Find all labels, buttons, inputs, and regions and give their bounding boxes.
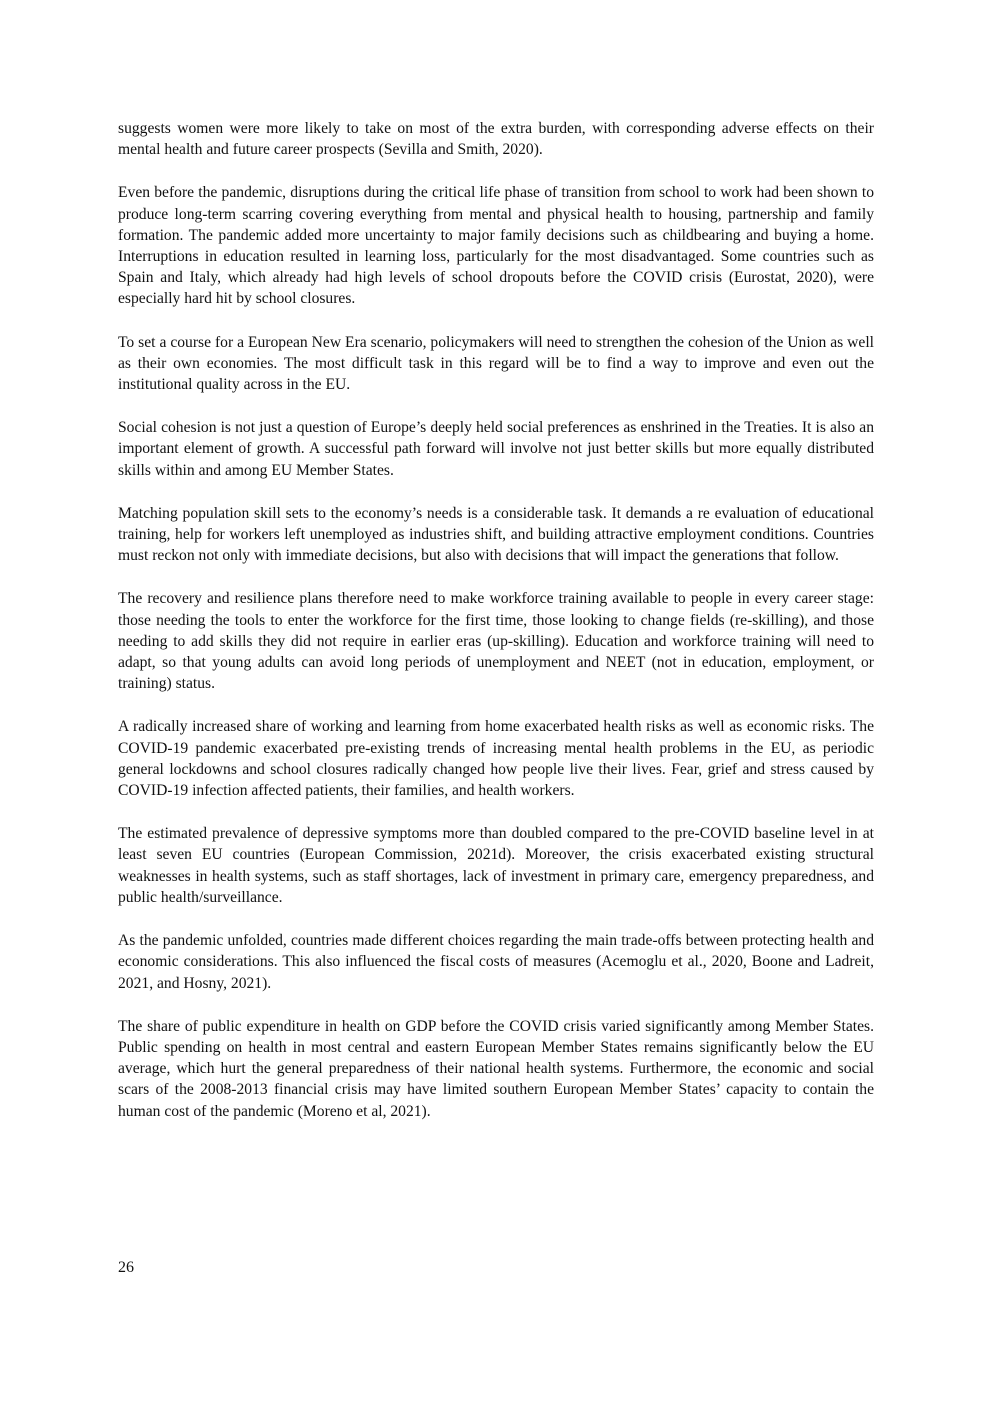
- paragraph-home-working-risks: A radically increased share of working and learning from home exacerbated health risks as well as economic risks. The COVID-19 pandemic exacerbated pre-existing trends of increasing mental health problems in the EU, as periodic general lockdowns and school closures radically changed how people live their lives. Fear, grief and stress caused by COVID-19 infection affected patients, their families, and health workers.: [118, 718, 874, 800]
- paragraph-social-cohesion: Social cohesion is not just a question of Europe’s deeply held social preferences as enshrined in the Treaties. It is also an important element of growth. A successful path forward will involve not just better skills but more equally distributed skills within and among EU Member States.: [118, 419, 874, 479]
- paragraph-continuation: suggests women were more likely to take on most of the extra burden, with corresponding adverse effects on their mental health and future career prospects (Sevilla and Smith, 2020).: [118, 120, 874, 159]
- paragraph-school-to-work: Even before the pandemic, disruptions during the critical life phase of transition from school to work had been shown to produce long-term scarring covering everything from mental and physical health to housing, partnership and family formation. The pandemic added more uncertainty to major family decisions such as childbearing and buying a home. Interruptions in education resulted in learning loss, particularly for the most disadvantaged. Some countries such as Spain and Italy, which already had high levels of school dropouts before the COVID crisis (Eurostat, 2020), were especially hard hit by school closures.: [118, 184, 874, 308]
- paragraph-trade-offs: As the pandemic unfolded, countries made different choices regarding the main trade-offs between protecting health and economic considerations. This also influenced the fiscal costs of measures (Acemoglu et al., 2020, Boone and Ladreit, 2021, and Hosny, 2021).: [118, 932, 874, 992]
- paragraph-recovery-plans: The recovery and resilience plans therefore need to make workforce training available to people in every career stage: those needing the tools to enter the workforce for the first time, those looking to change fields (re-skilling), and those needing to add skills they did not require in earlier eras (up-skilling). Education and workforce training will need to adapt, so that young adults can avoid long periods of unemployment and NEET (not in education, employment, or training) status.: [118, 590, 874, 693]
- paragraph-depressive-symptoms: The estimated prevalence of depressive symptoms more than doubled compared to the pre-COVID baseline level in at least seven EU countries (European Commission, 2021d). Moreover, the crisis exacerbated existing structural weaknesses in health systems, such as staff shortages, lack of investment in primary care, emergency preparedness, and public health/surveillance.: [118, 825, 874, 906]
- page-number: 26: [118, 1259, 134, 1276]
- paragraph-health-expenditure: The share of public expenditure in health on GDP before the COVID crisis varied significantly among Member States. Public spending on health in most central and eastern European Member States remains significantly below the EU average, which hurt the general preparedness of their national health systems. Furthermore, the economic and social scars of the 2008-2013 financial crisis may have limited southern European Member States’ capacity to contain the human cost of the pandemic (Moreno et al, 2021).: [118, 1017, 874, 1120]
- paragraph-new-era-scenario: To set a course for a European New Era scenario, policymakers will need to strengthen the cohesion of the Union as well as their own economies. The most difficult task in this regard will be to find a way to improve and even out the institutional quality across in the EU.: [118, 333, 874, 394]
- paragraph-skill-matching: Matching population skill sets to the economy’s needs is a considerable task. It demands a re evaluation of educational training, help for workers left unemployed as industries shift, and building attractive employment conditions. Countries must reckon not only with immediate decisions, but also with decisions that will impact the generations that follow.: [118, 504, 874, 565]
- document-body: [118, 118, 874, 1144]
